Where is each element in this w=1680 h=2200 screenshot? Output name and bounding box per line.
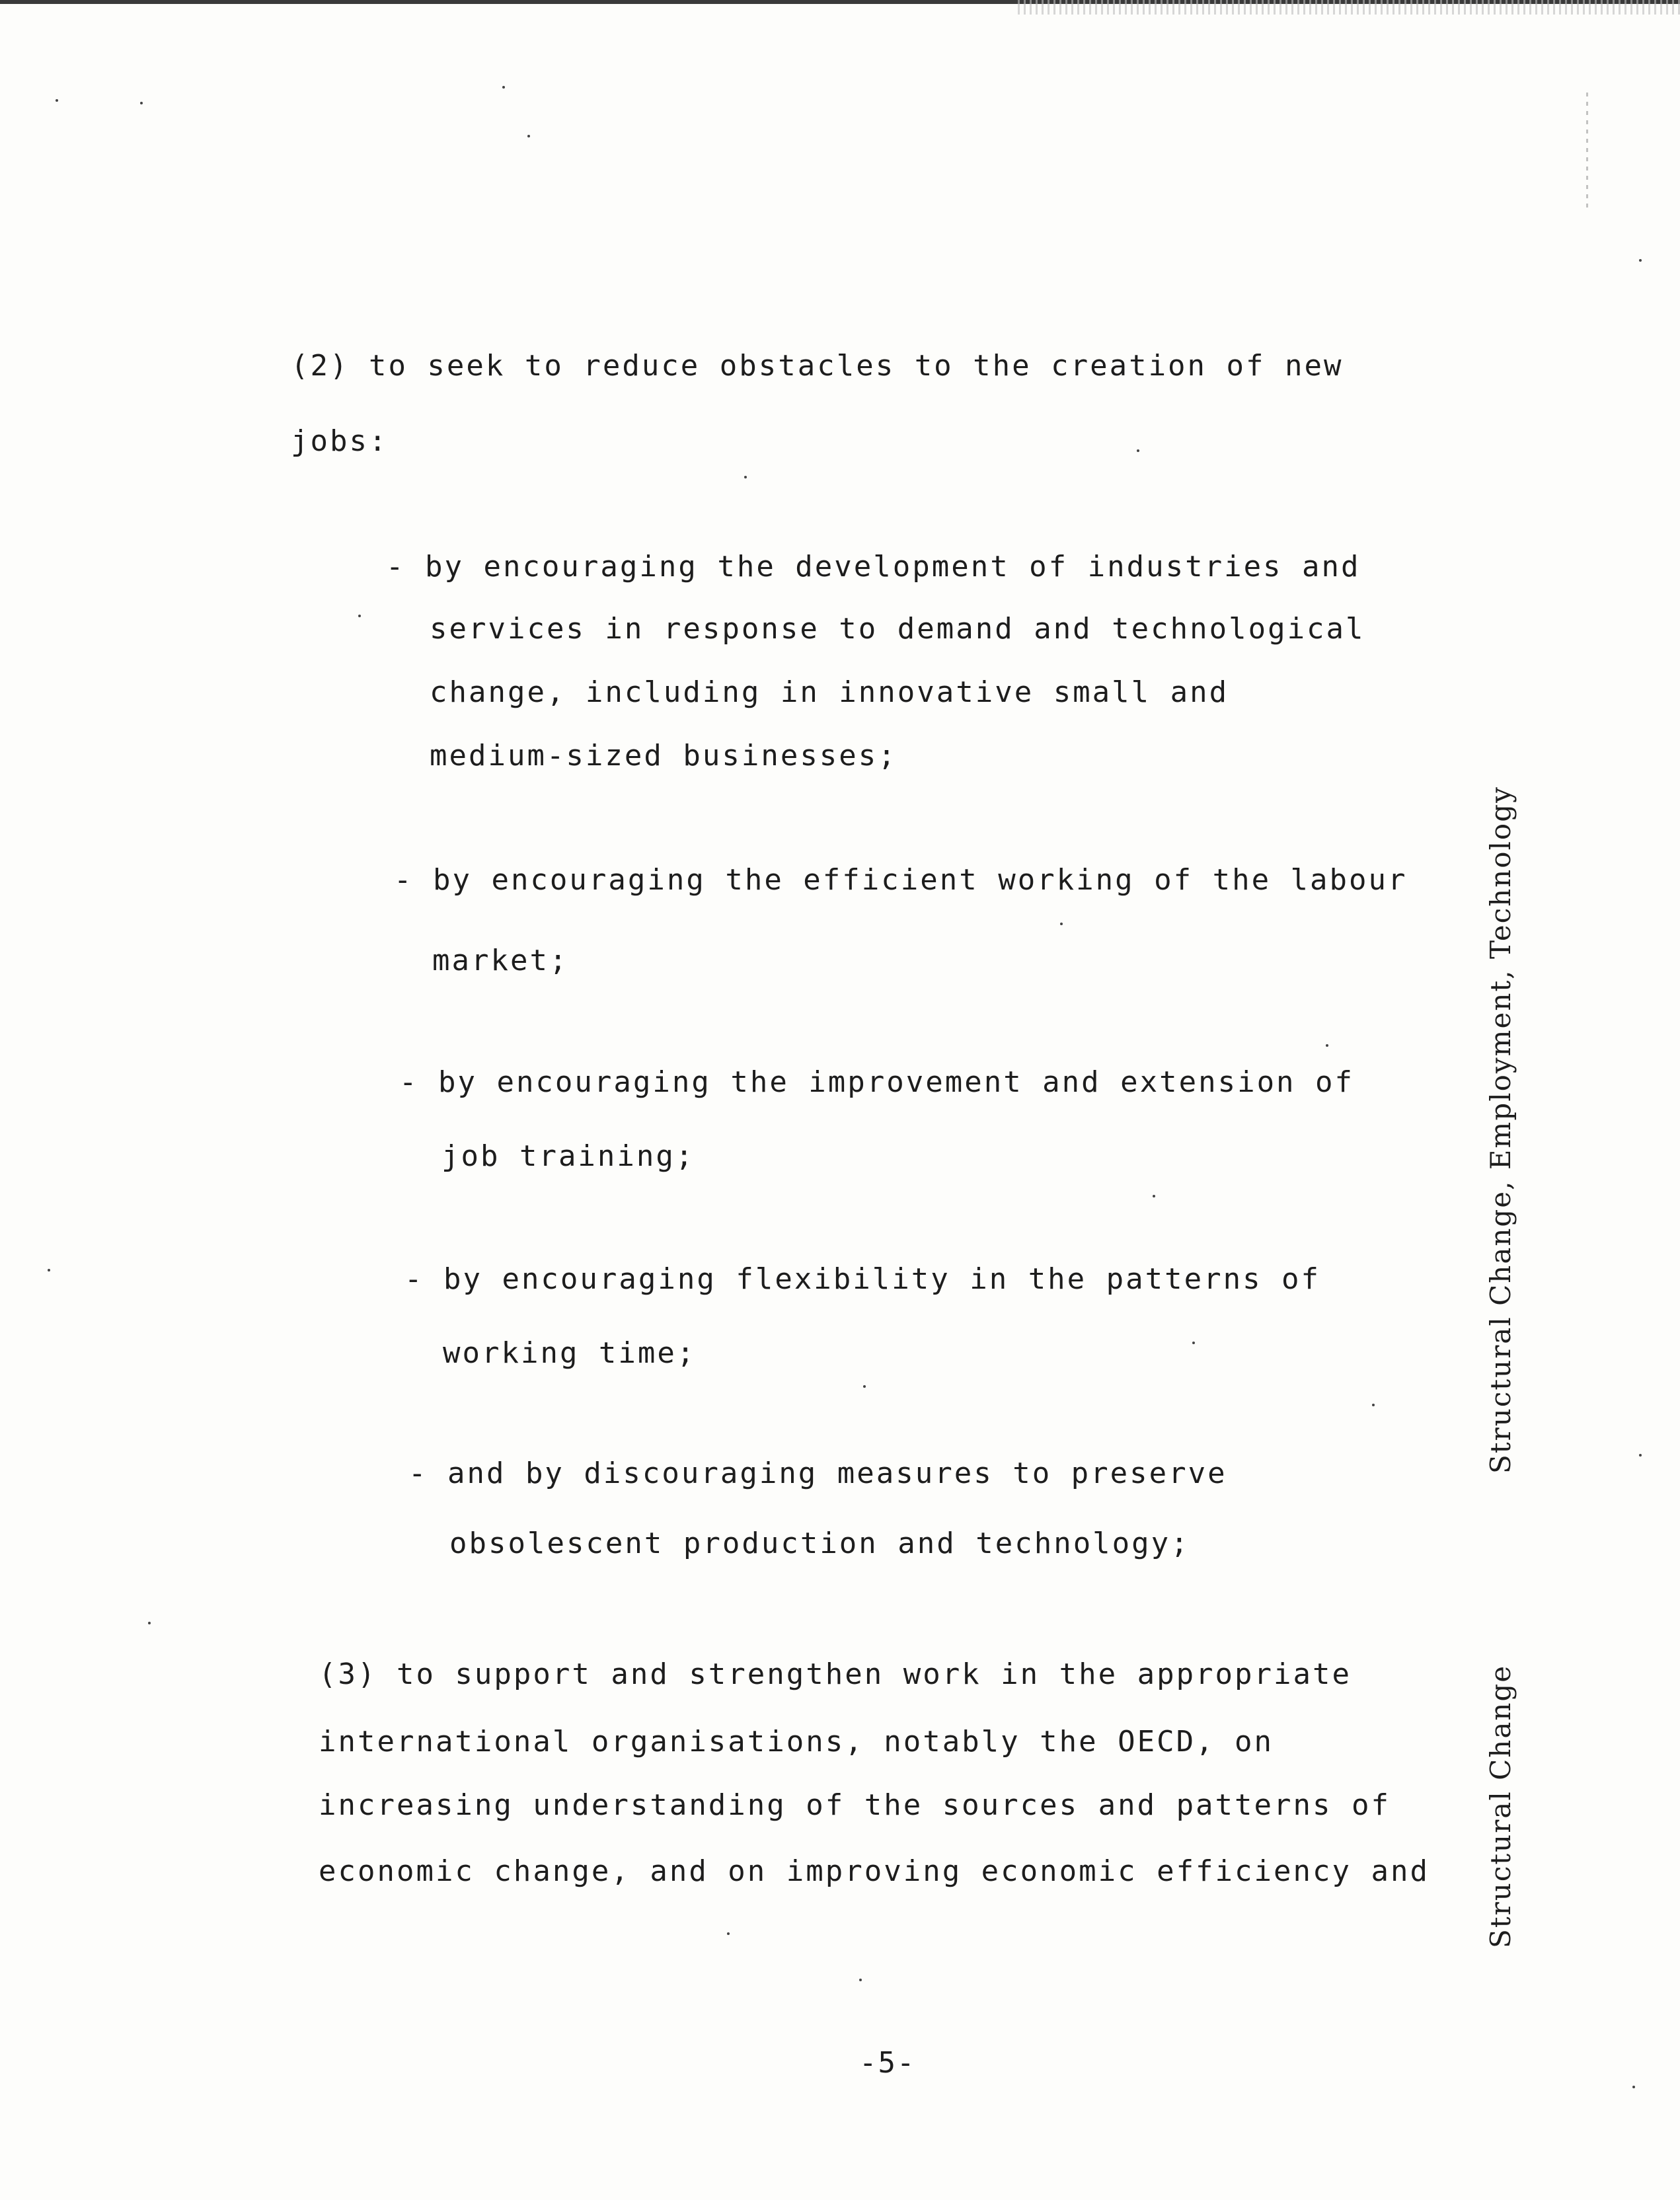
scan-top-edge-noise [1018,0,1680,15]
scan-right-edge-noise [1586,93,1588,211]
bullet-5-line-2: obsolescent production and technology; [449,1527,1190,1560]
page-number: -5- [859,2046,916,2080]
scan-speck [859,1979,862,1981]
bullet-4-line-1: - by encouraging flexibility in the patterns of [404,1262,1321,1296]
bullet-1-line-3: change, including in innovative small and [430,675,1229,709]
para2-line-2: jobs: [291,424,389,458]
scan-speck [1639,259,1642,262]
bullet-3-line-1: - by encouraging the improvement and extension of [399,1065,1355,1099]
para3-line-4: economic change, and on improving economic efficiency and [319,1854,1430,1888]
para3-line-3: increasing understanding of the sources and patterns of [319,1788,1391,1822]
margin-note-lower: Structural Change [1484,1664,1517,1948]
scan-speck [358,615,361,617]
scan-speck [1192,1342,1195,1344]
scan-speck [1137,449,1139,452]
bullet-2-line-2: market; [432,944,569,977]
bullet-1-line-4: medium-sized businesses; [430,739,897,773]
para3-line-1: (3) to support and strengthen work in the appropriate [319,1657,1352,1691]
bullet-4-line-2: working time; [443,1336,697,1370]
para2-line-1: (2) to seek to reduce obstacles to the creation of new [291,349,1344,383]
bullet-5-line-1: - and by discouraging measures to preserve [408,1457,1227,1490]
scan-speck [1372,1404,1375,1406]
bullet-1-line-1: - by encouraging the development of industries and [386,550,1361,584]
scan-speck [727,1932,730,1935]
bullet-2-line-1: - by encouraging the efficient working of the labour [394,863,1408,897]
scan-speck [863,1385,866,1388]
scan-speck [1639,1454,1642,1457]
bullet-1-line-2: services in response to demand and technological [430,612,1365,646]
scan-speck [148,1622,151,1624]
scan-speck [527,135,530,137]
bullet-3-line-2: job training; [441,1139,695,1173]
scan-speck [56,99,58,102]
scan-speck [502,86,505,89]
scan-speck [1632,2086,1635,2088]
para3-line-2: international organisations, notably the OECD, on [319,1725,1274,1759]
scan-speck [48,1269,50,1271]
scan-speck [1153,1195,1155,1197]
scan-speck [1326,1044,1328,1047]
scan-speck [1060,923,1063,925]
scan-speck [140,102,143,104]
scan-speck [744,476,747,478]
margin-note-upper: Structural Change, Employment, Technology [1484,786,1517,1474]
